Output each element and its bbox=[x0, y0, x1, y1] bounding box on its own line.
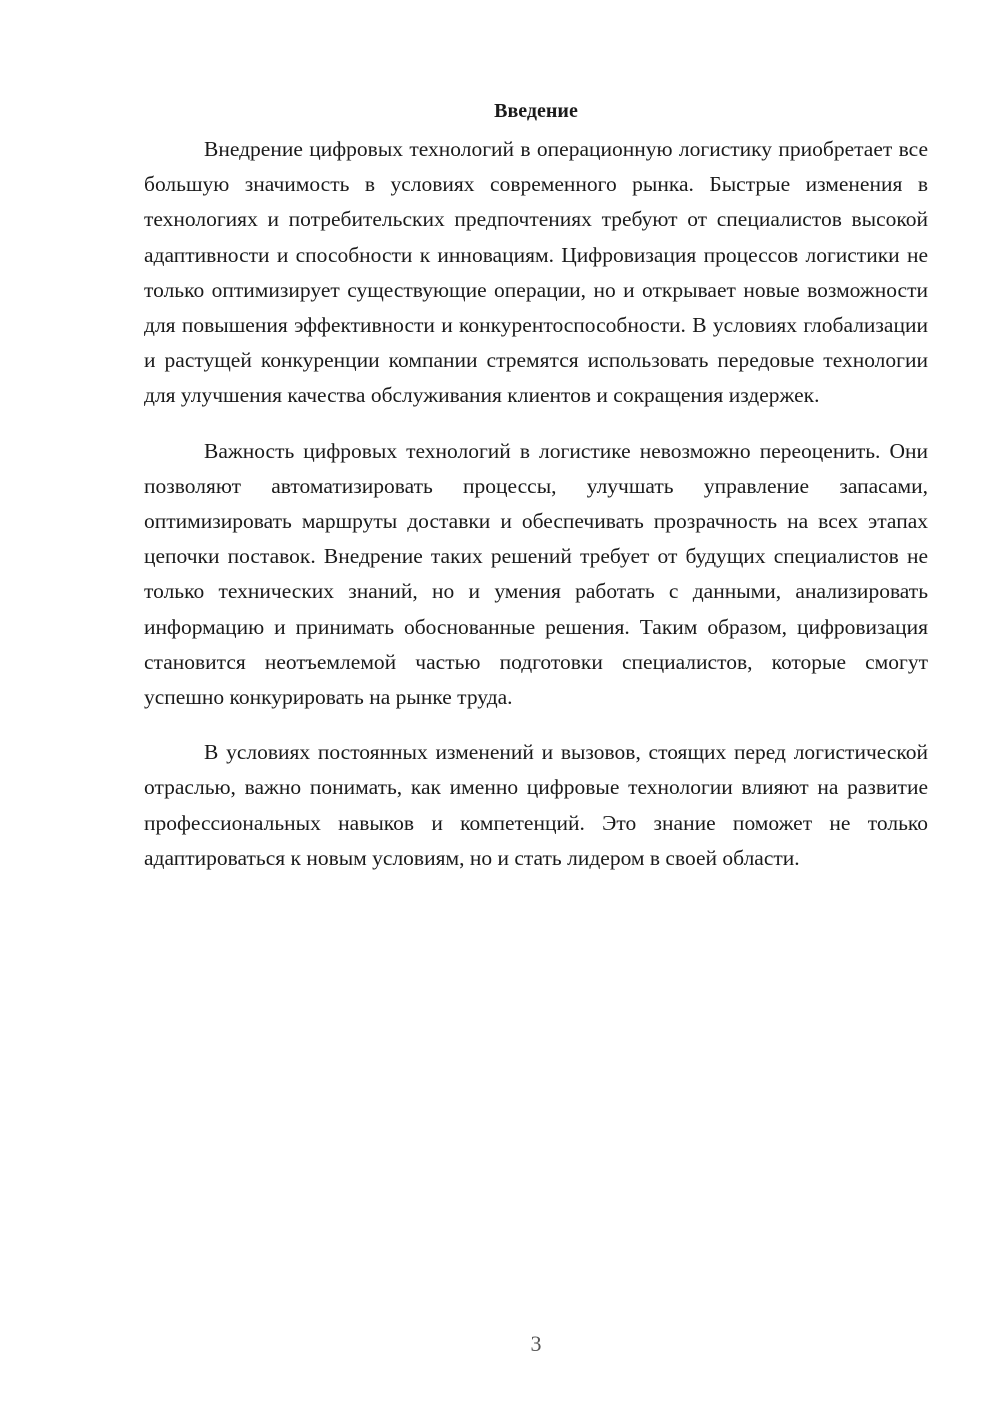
paragraph-3: В условиях постоянных изменений и вызовов, стоящих перед логистической отраслью, важно понимать, как именно цифровые технологии влияют на развитие профессиональных навыков и компетенций. Это знание поможет не только адаптироваться к новым условиям, но и стать лидером в своей области. bbox=[144, 740, 928, 870]
section-title: Введение bbox=[494, 100, 578, 122]
document-body bbox=[144, 96, 928, 896]
paragraph-1: Внедрение цифровых технологий в операционную логистику приобретает все большую значимость в условиях современного рынка. Быстрые изменения в технологиях и потребительских предпочтениях требуют от специалистов высокой адаптивности и способности к инновациям. Цифровизация процессов логистики не только оптимизирует существующие операции, но и открывает новые возможности для повышения эффективности и конкурентоспособности. В условиях глобализации и растущей конкуренции компании стремятся использовать передовые технологии для улучшения качества обслуживания клиентов и сокращения издержек. bbox=[144, 137, 928, 408]
paragraph-2: Важность цифровых технологий в логистике невозможно переоценить. Они позволяют автоматизировать процессы, улучшать управление запасами, оптимизировать маршруты доставки и обеспечивать прозрачность на всех этапах цепочки поставок. Внедрение таких решений требует от будущих специалистов не только технических знаний, но и умения работать с данными, анализировать информацию и принимать обоснованные решения. Таким образом, цифровизация становится неотъемлемой частью подготовки специалистов, которые смогут успешно конкурировать на рынке труда. bbox=[144, 438, 928, 710]
page-number: 3 bbox=[530, 1331, 542, 1356]
